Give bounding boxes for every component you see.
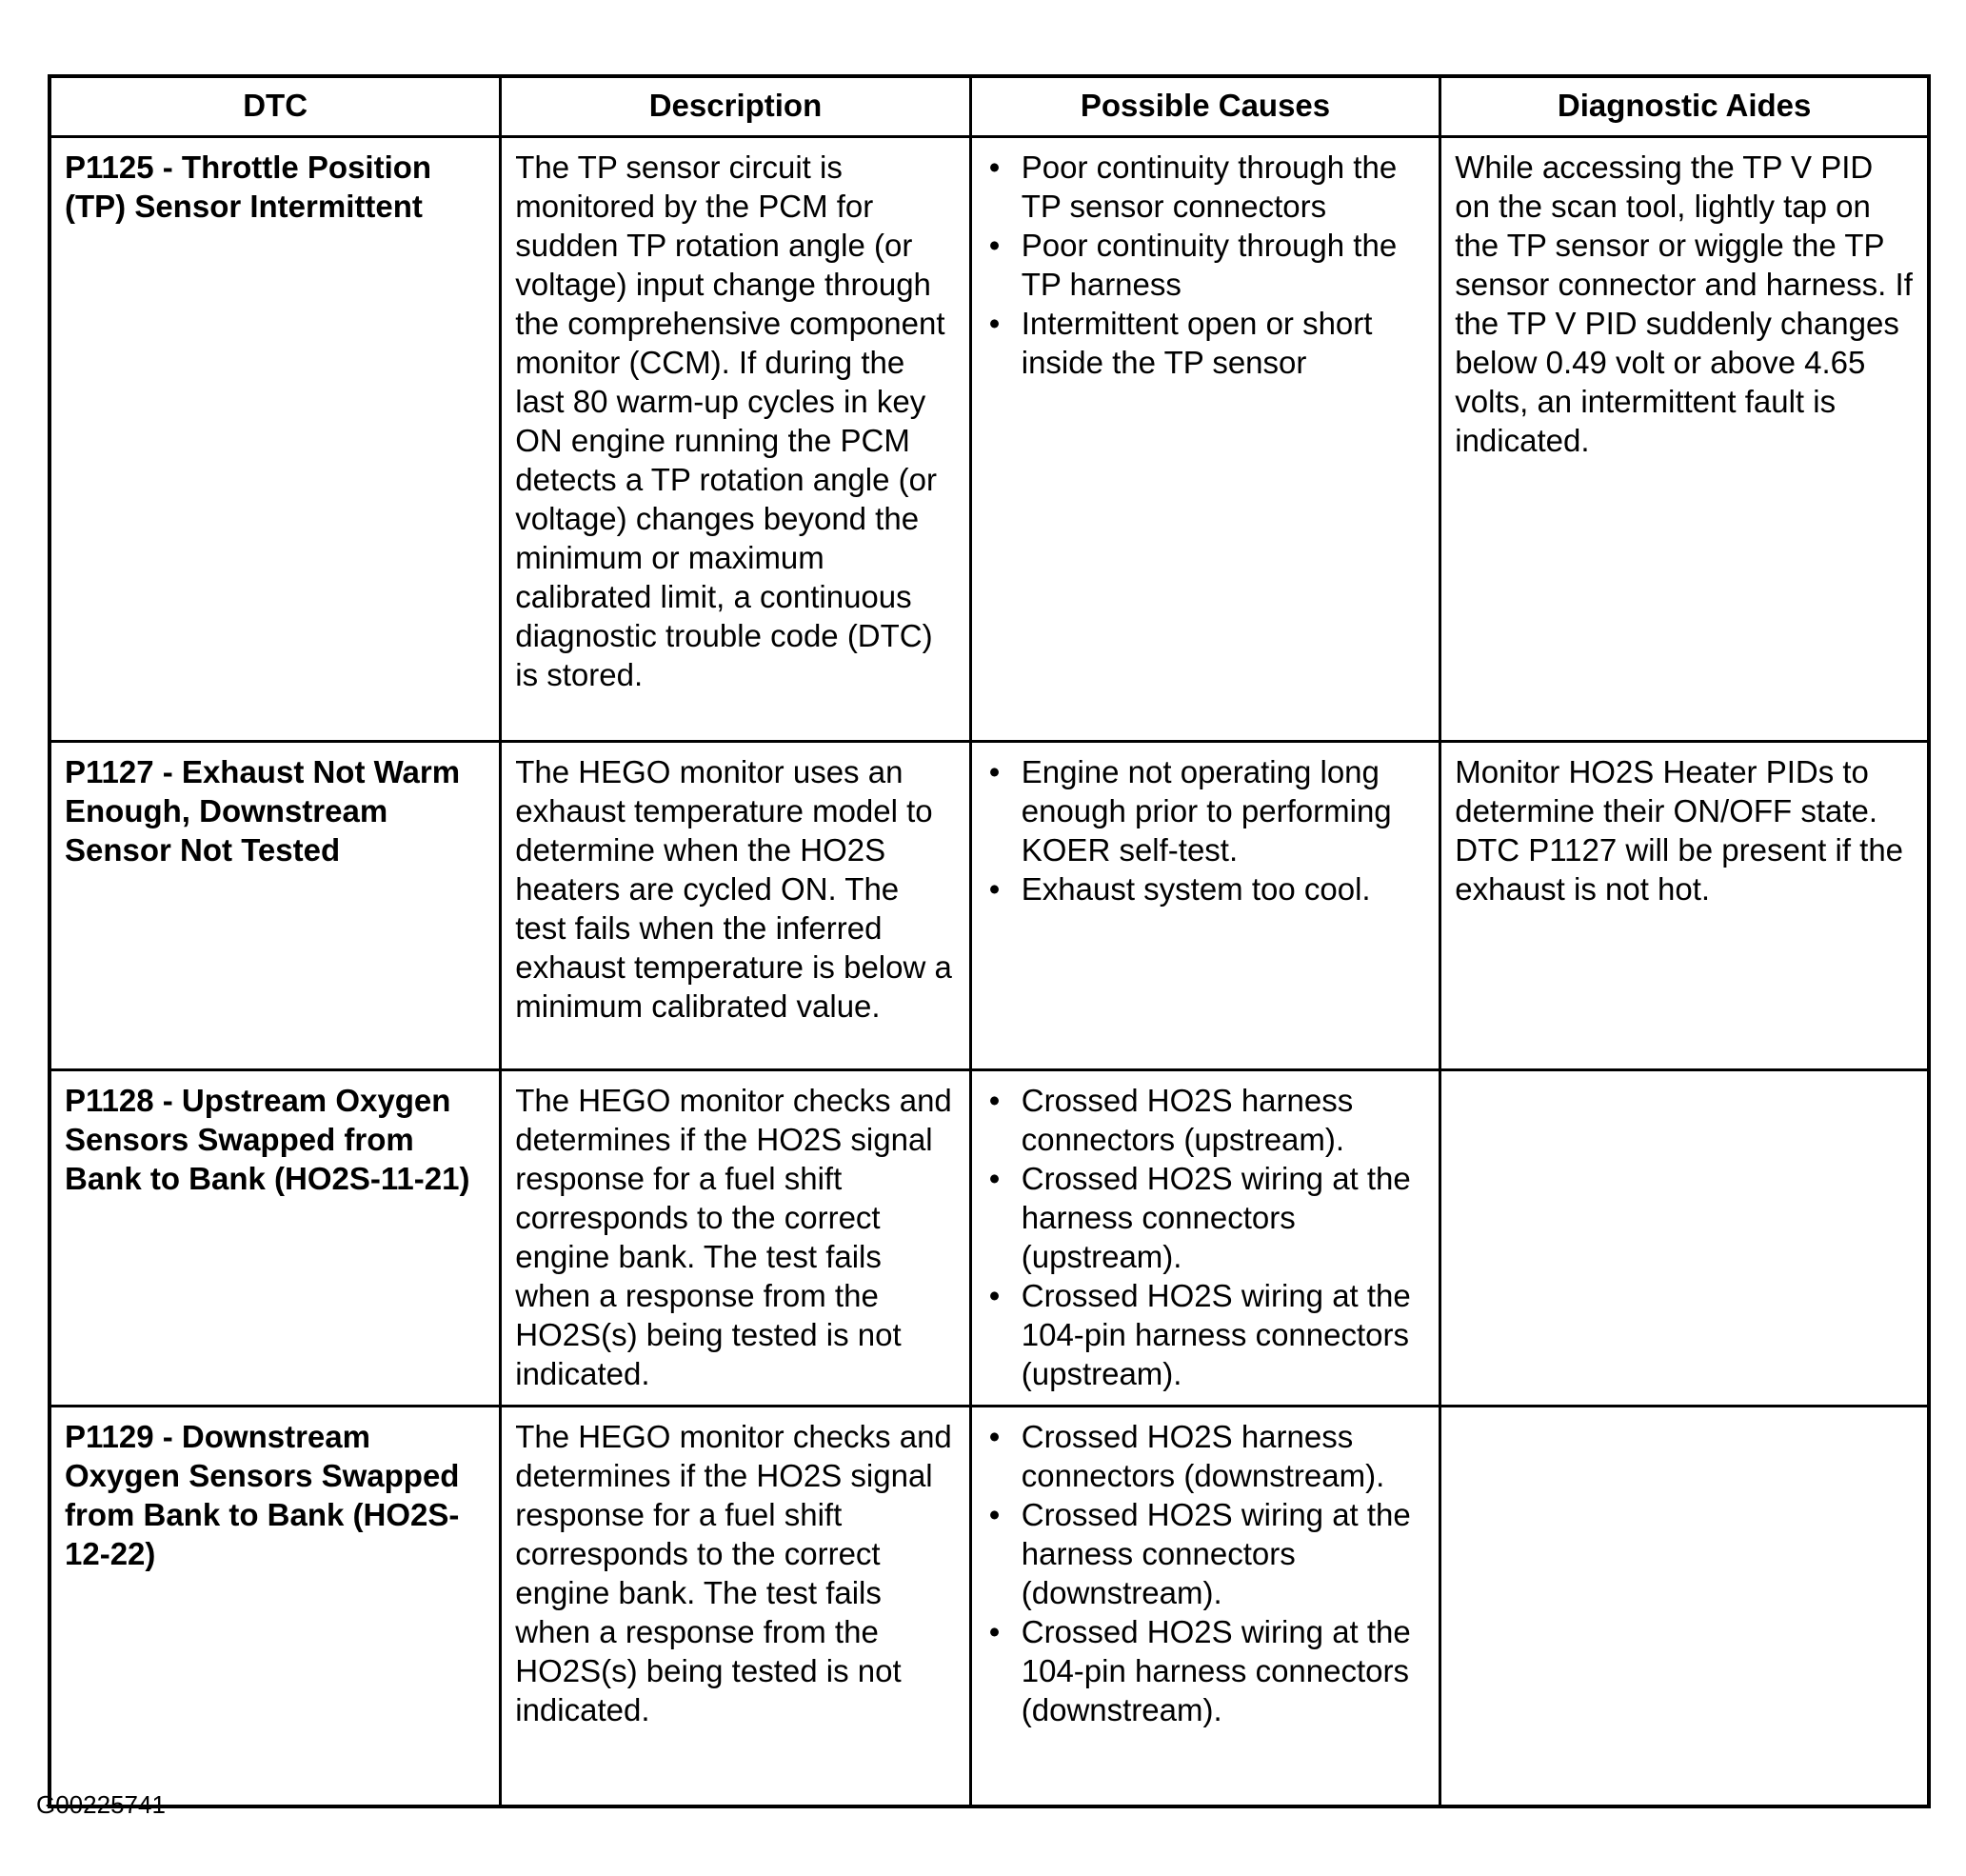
table-row bbox=[50, 137, 1929, 742]
cause-item: • Poor continuity through the TP harness bbox=[985, 226, 1426, 304]
dtc-code-cell: P1127 - Exhaust Not Warm Enough, Downstream Sensor Not Tested bbox=[50, 742, 501, 1070]
cause-item: • Crossed HO2S wiring at the 104-pin harness connectors (upstream). bbox=[985, 1276, 1426, 1393]
figure-id: G00225741 bbox=[36, 1790, 166, 1819]
diagnostic-aides-cell bbox=[1440, 1407, 1929, 1807]
cause-item: • Crossed HO2S wiring at the harness connectors (upstream). bbox=[985, 1159, 1426, 1276]
dtc-table bbox=[48, 74, 1931, 1808]
possible-causes-cell bbox=[970, 1070, 1440, 1407]
description-cell: The HEGO monitor checks and determines if the HO2S signal response for a fuel shift corresponds to the correct engine bank. The test fails when a response from the HO2S(s) being tested is not indicated. bbox=[501, 1407, 971, 1807]
header-dtc: DTC bbox=[50, 76, 501, 137]
description-cell: The TP sensor circuit is monitored by the PCM for sudden TP rotation angle (or voltage) input change through the comprehensive component monitor (CCM). If during the last 80 warm-up cycles in key ON engine running the PCM detects a TP rotation angle (or voltage) changes beyond the minimum or maximum calibrated limit, a continuous diagnostic trouble code (DTC) is stored. bbox=[501, 137, 971, 742]
diagnostic-aides-cell: Monitor HO2S Heater PIDs to determine their ON/OFF state. DTC P1127 will be present if the exhaust is not hot. bbox=[1440, 742, 1929, 1070]
table-header-row bbox=[50, 76, 1929, 137]
possible-causes-cell bbox=[970, 1407, 1440, 1807]
possible-causes-cell bbox=[970, 137, 1440, 742]
header-diagnostic-aides: Diagnostic Aides bbox=[1440, 76, 1929, 137]
diagnostic-aides-cell: While accessing the TP V PID on the scan tool, lightly tap on the TP sensor or wiggle the TP sensor connector and harness. If the TP V PID suddenly changes below 0.49 volt or above 4.65 volts, an intermittent fault is indicated. bbox=[1440, 137, 1929, 742]
cause-list bbox=[985, 752, 1426, 908]
cause-list bbox=[985, 1081, 1426, 1393]
dtc-code-cell: P1128 - Upstream Oxygen Sensors Swapped from Bank to Bank (HO2S-11-21) bbox=[50, 1070, 501, 1407]
description-cell: The HEGO monitor checks and determines if the HO2S signal response for a fuel shift corresponds to the correct engine bank. The test fails when a response from the HO2S(s) being tested is not indicated. bbox=[501, 1070, 971, 1407]
possible-causes-cell bbox=[970, 742, 1440, 1070]
table-row bbox=[50, 1070, 1929, 1407]
diagnostic-aides-cell bbox=[1440, 1070, 1929, 1407]
cause-list bbox=[985, 148, 1426, 382]
table-row bbox=[50, 742, 1929, 1070]
cause-item: • Crossed HO2S wiring at the 104-pin harness connectors (downstream). bbox=[985, 1612, 1426, 1729]
cause-list bbox=[985, 1417, 1426, 1729]
cause-item: • Engine not operating long enough prior to performing KOER self-test. bbox=[985, 752, 1426, 869]
cause-item: • Crossed HO2S harness connectors (upstream). bbox=[985, 1081, 1426, 1159]
dtc-code-cell: P1129 - Downstream Oxygen Sensors Swapped from Bank to Bank (HO2S-12-22) bbox=[50, 1407, 501, 1807]
description-cell: The HEGO monitor uses an exhaust temperature model to determine when the HO2S heaters are cycled ON. The test fails when the inferred exhaust temperature is below a minimum calibrated value. bbox=[501, 742, 971, 1070]
cause-item: • Intermittent open or short inside the TP sensor bbox=[985, 304, 1426, 382]
cause-item: • Crossed HO2S wiring at the harness connectors (downstream). bbox=[985, 1495, 1426, 1612]
cause-item: • Exhaust system too cool. bbox=[985, 869, 1426, 908]
header-description: Description bbox=[501, 76, 971, 137]
table-row bbox=[50, 1407, 1929, 1807]
dtc-code-cell: P1125 - Throttle Position (TP) Sensor Intermittent bbox=[50, 137, 501, 742]
cause-item: • Crossed HO2S harness connectors (downstream). bbox=[985, 1417, 1426, 1495]
header-possible-causes: Possible Causes bbox=[970, 76, 1440, 137]
cause-item: • Poor continuity through the TP sensor connectors bbox=[985, 148, 1426, 226]
